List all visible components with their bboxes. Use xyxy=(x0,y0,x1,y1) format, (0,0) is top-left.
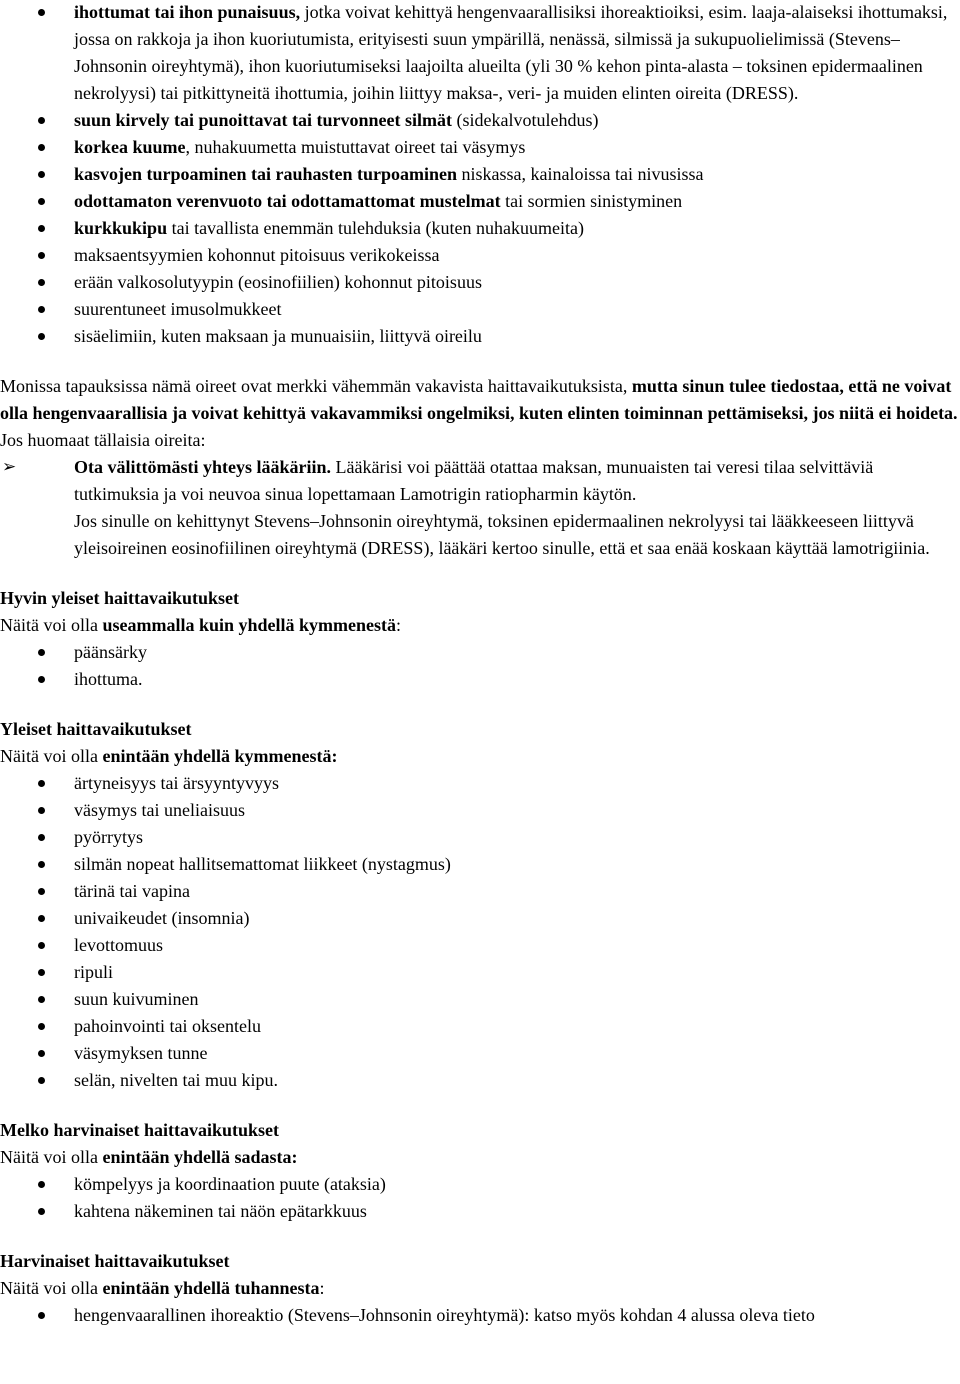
intro-bold: useammalla kuin yhdellä kymmenestä xyxy=(102,615,397,635)
intro-text: Näitä voi olla xyxy=(0,1147,103,1167)
list-item-bold: ihottumat tai ihon punaisuus, xyxy=(74,2,301,22)
list-item-text: suurentuneet imusolmukkeet xyxy=(74,299,282,319)
action-rest: Lääkärisi voi päättää otattaa maksan, munuaisten tai veresi tilaa selvittäviä tutkimuksia ja voi neuvoa sinua lopettamaan Lamotrigin ratiopharmin käytön. xyxy=(74,457,874,504)
list-item: selän, nivelten tai muu kipu. xyxy=(0,1067,960,1094)
list-item-bold: korkea kuume xyxy=(74,137,186,157)
list-item: päänsärky xyxy=(0,639,960,666)
list-item: pahoinvointi tai oksentelu xyxy=(0,1013,960,1040)
list-item: tärinä tai vapina xyxy=(0,878,960,905)
paragraph-text: Monissa tapauksissa nämä oireet ovat merkki vähemmän vakavista haittavaikutuksista, xyxy=(0,376,628,396)
intro-bold: enintään yhdellä tuhannesta xyxy=(102,1278,320,1298)
list-item-text: , nuhakuumetta muistuttavat oireet tai väsymys xyxy=(185,137,526,157)
list-item-text: jotka voivat kehittyä hengenvaarallisiksi ihoreaktioiksi, esim. laaja-alaiseksi ihottumaksi, jossa on rakkoja ja ihon kuoriutumista, erityisesti suun ympärillä, nenässä, silmissä ja sukupuolielimissä (Stevens–Johnsonin oireyhtymä), ihon kuoriutumiseksi laajoilta alueilta (yli 30 % kehon pinta-alasta – toksinen epidermaalinen nekrolyysi) tai pitkittyneitä ihottumia, joihin liittyy maksa-, veri- ja muiden elinten oireita (DRESS). xyxy=(74,2,948,103)
section-heading-text: Melko harvinaiset haittavaikutukset xyxy=(0,1120,280,1140)
list-item: kömpelyys ja koordinaation puute (ataksia) xyxy=(0,1171,960,1198)
list-item xyxy=(0,107,960,134)
intro-text: Näitä voi olla xyxy=(0,746,103,766)
intro-bold: enintään yhdellä kymmenestä: xyxy=(102,746,338,766)
list-item xyxy=(0,215,960,242)
section-intro xyxy=(0,743,960,770)
action-bold: Ota välittömästi yhteys lääkäriin. xyxy=(74,457,331,477)
section-heading-text: Yleiset haittavaikutukset xyxy=(0,719,192,739)
list-item xyxy=(0,296,960,323)
section-heading xyxy=(0,1248,960,1275)
list-item-text: (sidekalvotulehdus) xyxy=(452,110,599,130)
spacer xyxy=(0,1225,960,1248)
section-heading-text: Hyvin yleiset haittavaikutukset xyxy=(0,588,240,608)
section-intro xyxy=(0,612,960,639)
list-item: silmän nopeat hallitsemattomat liikkeet (nystagmus) xyxy=(0,851,960,878)
spacer xyxy=(0,1094,960,1117)
section-heading-text: Harvinaiset haittavaikutukset xyxy=(0,1251,230,1271)
arrow-bullet-icon: ➢ xyxy=(2,457,17,477)
list-item xyxy=(0,0,960,107)
paragraph-text: Jos huomaat tällaisia oireita: xyxy=(0,430,206,450)
list-item: väsymys tai uneliaisuus xyxy=(0,797,960,824)
section-rare xyxy=(0,1248,960,1329)
list-item: univaikeudet (insomnia) xyxy=(0,905,960,932)
action-text xyxy=(74,454,960,508)
spacer xyxy=(0,693,960,716)
list-item-text: sisäelimiin, kuten maksaan ja munuaisiin, liittyvä oireilu xyxy=(74,326,482,346)
intro-text: : xyxy=(396,615,402,635)
action-followup: Jos sinulle on kehittynyt Stevens–Johnsonin oireyhtymä, toksinen epidermaalinen nekrolyysi tai lääkkeeseen liittyvä yleisoireinen eosinofiilinen oireyhtymä (DRESS), lääkäri kertoo sinulle, että et saa enää koskaan käyttää lamotrigiinia. xyxy=(74,511,930,558)
section-very-common xyxy=(0,585,960,693)
list-item-bold: suun kirvely tai punoittavat tai turvonneet silmät xyxy=(74,110,453,130)
section-heading xyxy=(0,1117,960,1144)
spacer xyxy=(0,562,960,585)
list-item-text: erään valkosolutyypin (eosinofiilien) kohonnut pitoisuus xyxy=(74,272,482,292)
list-item: suun kuivuminen xyxy=(0,986,960,1013)
list-item: ärtyneisyys tai ärsyyntyvyys xyxy=(0,770,960,797)
list-item xyxy=(0,269,960,296)
list-item: kahtena näkeminen tai näön epätarkkuus xyxy=(0,1198,960,1225)
symptom-list xyxy=(0,0,960,350)
list-item: hengenvaarallinen ihoreaktio (Stevens–Johnsonin oireyhtymä): katso myös kohdan 4 alussa oleva tieto xyxy=(0,1302,960,1329)
intro-text: : xyxy=(319,1278,325,1298)
list-item-bold: kasvojen turpoaminen tai rauhasten turpoaminen xyxy=(74,164,458,184)
paragraph-bold: mutta sinun tulee tiedostaa, että ne voivat olla hengenvaarallisia ja voivat kehittyä vakavammiksi ongelmiksi, kuten elinten toiminnan pettämiseksi, jos niitä ei hoideta. xyxy=(0,376,958,423)
list-item xyxy=(0,161,960,188)
section-intro xyxy=(0,1275,960,1302)
intro-bold: enintään yhdellä sadasta: xyxy=(102,1147,298,1167)
list-item-bold: kurkkukipu xyxy=(74,218,168,238)
list-item: ripuli xyxy=(0,959,960,986)
list-item xyxy=(0,134,960,161)
list-item xyxy=(0,323,960,350)
list-item: väsymyksen tunne xyxy=(0,1040,960,1067)
list-item: pyörrytys xyxy=(0,824,960,851)
list-item-text: tai sormien sinistyminen xyxy=(500,191,683,211)
section-heading xyxy=(0,585,960,612)
list-item-text: maksaentsyymien kohonnut pitoisuus verikokeissa xyxy=(74,245,440,265)
list-item: levottomuus xyxy=(0,932,960,959)
list-item xyxy=(0,242,960,269)
action-item xyxy=(0,454,960,562)
intro-text: Näitä voi olla xyxy=(0,1278,103,1298)
list-item-bold: odottamaton verenvuoto tai odottamattomat mustelmat xyxy=(74,191,501,211)
section-common xyxy=(0,716,960,1094)
section-uncommon xyxy=(0,1117,960,1225)
list-item: ihottuma. xyxy=(0,666,960,693)
list-item-text: tai tavallista enemmän tulehduksia (kuten nuhakuumeita) xyxy=(167,218,584,238)
list-item xyxy=(0,188,960,215)
list-item-text: niskassa, kainaloissa tai nivusissa xyxy=(457,164,704,184)
spacer xyxy=(0,350,960,373)
section-intro xyxy=(0,1144,960,1171)
section-heading xyxy=(0,716,960,743)
intro-text: Näitä voi olla xyxy=(0,615,103,635)
warning-paragraph xyxy=(0,373,960,454)
